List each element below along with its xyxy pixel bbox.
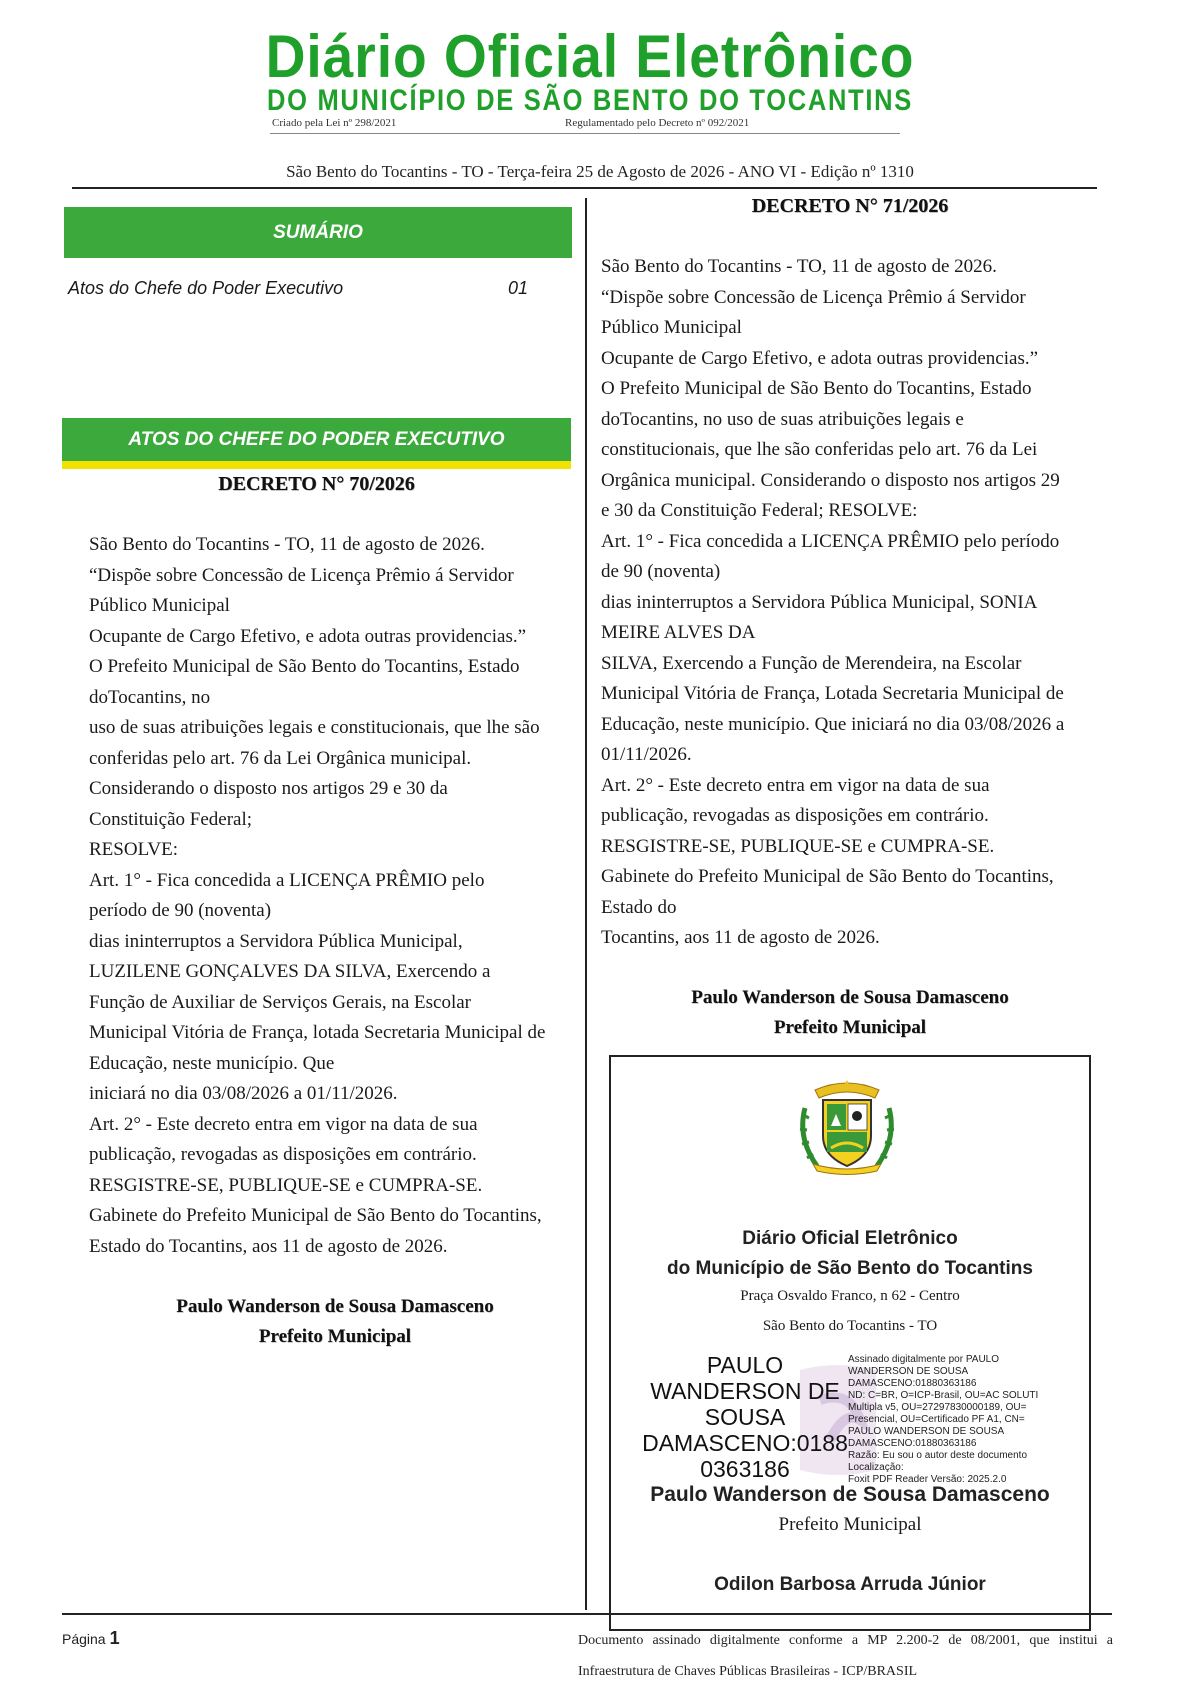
masthead-title: Diário Oficial Eletrônico	[265, 23, 915, 90]
digital-signer-line: WANDERSON DE	[650, 1378, 840, 1404]
edition-line: São Bento do Tocantins - TO - Terça-feira 25 de Agosto de 2026 - ANO VI - Edição nº 1310	[286, 162, 914, 181]
decree-70-line: RESOLVE:	[89, 839, 179, 860]
decree-71-line: Municipal Vitória de França, Lotada Secretaria Municipal de	[601, 683, 1064, 704]
column-divider	[585, 198, 587, 1610]
decree-71-line: MEIRE ALVES DA	[601, 622, 756, 643]
decree-70-signature	[100, 1292, 570, 1352]
decree-70-line: São Bento do Tocantins - TO, 11 de agosto de 2026.	[89, 534, 485, 555]
masthead-subtitle: DO MUNICÍPIO DE SÃO BENTO DO TOCANTINS	[267, 84, 913, 117]
decree-70-line: iniciará no dia 03/08/2026 a 01/11/2026.	[89, 1083, 398, 1104]
decree-70-line: Art. 1° - Fica concedida a LICENÇA PRÊMIO pelo	[89, 869, 485, 891]
decree-70-line: Função de Auxiliar de Serviços Gerais, na Escolar	[89, 991, 471, 1013]
digital-detail-line: Razão: Eu sou o autor deste documento	[848, 1450, 1028, 1461]
summary-heading-bar	[64, 207, 572, 258]
decree-70-signature-role: Prefeito Municipal	[258, 1326, 412, 1347]
digital-signature-details	[848, 1354, 1053, 1486]
decree-71-line: publicação, revogadas as disposições em contrário.	[601, 805, 989, 826]
summary-heading: SUMÁRIO	[273, 221, 363, 243]
decree-71-line: Estado do	[601, 896, 677, 918]
decree-71-line: Ocupante de Cargo Efetivo, e adota outras providencias.”	[601, 347, 1039, 369]
digital-signer-name	[630, 1352, 860, 1482]
decree-71-line: “Dispõe sobre Concessão de Licença Prêmio á Servidor	[601, 286, 1026, 308]
digital-detail-line: DAMASCENO:01880363186	[848, 1378, 977, 1389]
decree-71-body	[601, 252, 1106, 954]
decree-70-line: “Dispõe sobre Concessão de Licença Prêmio á Servidor	[89, 564, 514, 586]
box-org-line1: Diário Oficial Eletrônico	[742, 1228, 958, 1249]
decree-70-line: Educação, neste município. Que	[89, 1052, 335, 1074]
regulation-note: Regulamentado pelo Decreto nº 092/2021	[565, 117, 750, 129]
decree-71-signature-role: Prefeito Municipal	[773, 1017, 927, 1038]
digital-signer-line: SOUSA	[704, 1404, 786, 1430]
decree-71-line: O Prefeito Municipal de São Bento do Tocantins, Estado	[601, 378, 1032, 399]
digital-detail-line: PAULO WANDERSON DE SOUSA	[848, 1426, 1005, 1437]
decree-70-line: RESGISTRE-SE, PUBLIQUE-SE e CUMPRA-SE.	[89, 1174, 483, 1196]
digital-detail-line: DAMASCENO:01880363186	[848, 1438, 977, 1449]
creation-law-note: Criado pela Lei nº 298/2021	[272, 117, 397, 129]
decree-71-line: dias ininterruptos a Servidora Pública Municipal, SONIA	[601, 591, 1038, 613]
summary-item[interactable]	[68, 278, 528, 299]
digital-detail-line: Localização:	[848, 1462, 904, 1473]
section-heading: ATOS DO CHEFE DO PODER EXECUTIVO	[128, 428, 505, 450]
page-label: Página	[62, 1631, 106, 1647]
decree-70-line: Ocupante de Cargo Efetivo, e adota outras providencias.”	[89, 625, 527, 647]
decree-71-line: Art. 2° - Este decreto entra em vigor na data de sua	[601, 774, 990, 796]
decree-70-line: doTocantins, no	[89, 686, 211, 708]
box-city: São Bento do Tocantins - TO	[762, 1318, 938, 1334]
decree-71-line: RESGISTRE-SE, PUBLIQUE-SE e CUMPRA-SE.	[601, 835, 995, 857]
digital-signer-line: 0363186	[700, 1456, 790, 1482]
digital-detail-line: Multipla v5, OU=27297830000189, OU=	[848, 1402, 1027, 1413]
decree-71-line: Orgânica municipal. Considerando o disposto nos artigos 29	[601, 469, 1060, 491]
decree-70-body	[89, 530, 579, 1262]
edition-divider	[72, 187, 1097, 189]
section-accent-stripe	[62, 461, 571, 469]
decree-71-signature	[600, 983, 1100, 1043]
decree-70-line: Público Municipal	[89, 595, 230, 616]
decree-70-line: O Prefeito Municipal de São Bento do Tocantins, Estado	[89, 656, 520, 677]
decree-70-line: período de 90 (noventa)	[89, 900, 272, 921]
decree-71-line: Tocantins, aos 11 de agosto de 2026.	[601, 927, 880, 948]
decree-71-line: Público Municipal	[601, 317, 742, 338]
decree-70-line: LUZILENE GONÇALVES DA SILVA, Exercendo a	[89, 961, 491, 982]
decree-70-line: dias ininterruptos a Servidora Pública Municipal,	[89, 930, 463, 952]
digital-detail-line: WANDERSON DE SOUSA	[848, 1366, 969, 1377]
decree-71-line: Art. 1° - Fica concedida a LICENÇA PRÊMIO pelo período	[601, 530, 1060, 552]
page-number-value: 1	[109, 1628, 120, 1648]
box-mayor-name: Paulo Wanderson de Sousa Damasceno	[650, 1483, 1050, 1506]
digital-detail-line: ND: C=BR, O=ICP-Brasil, OU=AC SOLUTI	[848, 1390, 1039, 1401]
footer-note: Documento assinado digitalmente conforme a MP 2.200-2 de 08/2001, que institui a Infraestrutura de Chaves Públicas Brasileiras - ICP/BRASIL	[578, 1633, 1113, 1679]
digital-detail-line: Foxit PDF Reader Versão: 2025.2.0	[848, 1474, 1007, 1485]
masthead-divider	[270, 133, 900, 134]
digital-signer-line: DAMASCENO:0188	[642, 1430, 848, 1456]
page-number	[62, 1628, 120, 1649]
decree-71-line: Gabinete do Prefeito Municipal de São Bento do Tocantins,	[601, 866, 1054, 887]
digital-signer-line: PAULO	[706, 1352, 784, 1378]
decree-71-line: de 90 (noventa)	[601, 561, 721, 582]
decree-70-line: publicação, revogadas as disposições em contrário.	[89, 1144, 477, 1165]
box-secondary-name: Odilon Barbosa Arruda Júnior	[714, 1574, 986, 1595]
decree-70-line: Gabinete do Prefeito Municipal de São Bento do Tocantins,	[89, 1205, 542, 1226]
box-address: Praça Osvaldo Franco, n 62 - Centro	[740, 1288, 960, 1304]
digital-detail-line: Presencial, OU=Certificado PF A1, CN=	[848, 1414, 1025, 1425]
decree-70-line: conferidas pelo art. 76 da Lei Orgânica municipal.	[89, 747, 472, 769]
decree-71-line: 01/11/2026.	[601, 744, 692, 765]
decree-71-line: Educação, neste município. Que iniciará no dia 03/08/2026 a	[601, 713, 1065, 735]
decree-71-title: DECRETO N° 71/2026	[751, 195, 949, 217]
decree-70-line: uso de suas atribuições legais e constitucionais, que lhe são	[89, 717, 540, 738]
decree-70-line: Estado do Tocantins, aos 11 de agosto de 2026.	[89, 1235, 448, 1257]
summary-item-label: Atos do Chefe do Poder Executivo	[68, 278, 344, 298]
decree-70-line: Municipal Vitória de França, lotada Secretaria Municipal de	[89, 1022, 546, 1043]
decree-70-line: Art. 2° - Este decreto entra em vigor na data de sua	[89, 1113, 478, 1135]
decree-71-line: constitucionais, que lhe são conferidas pelo art. 76 da Lei	[601, 439, 1038, 460]
footer-divider	[62, 1613, 1112, 1615]
decree-70-title: DECRETO N° 70/2026	[218, 473, 415, 495]
decree-71-line: São Bento do Tocantins - TO, 11 de agosto de 2026.	[601, 256, 997, 277]
box-mayor-role: Prefeito Municipal	[778, 1514, 922, 1535]
decree-70-line: Considerando o disposto nos artigos 29 e 30 da	[89, 778, 448, 799]
box-org-line2: do Município de São Bento do Tocantins	[667, 1258, 1033, 1279]
decree-71-line: e 30 da Constituição Federal; RESOLVE:	[601, 500, 918, 521]
decree-71-line: SILVA, Exercendo a Função de Merendeira, na Escolar	[601, 652, 1022, 674]
decree-71-signature-name: Paulo Wanderson de Sousa Damasceno	[691, 987, 1009, 1008]
decree-70-line: Constituição Federal;	[89, 808, 253, 830]
municipal-coat-of-arms-icon	[795, 1078, 899, 1178]
decree-71-line: doTocantins, no uso de suas atribuições legais e	[601, 408, 964, 430]
decree-70-signature-name: Paulo Wanderson de Sousa Damasceno	[176, 1296, 494, 1317]
summary-item-page: 01	[507, 278, 528, 298]
digital-detail-line: Assinado digitalmente por PAULO	[848, 1354, 1000, 1365]
section-heading-bar	[62, 418, 571, 461]
